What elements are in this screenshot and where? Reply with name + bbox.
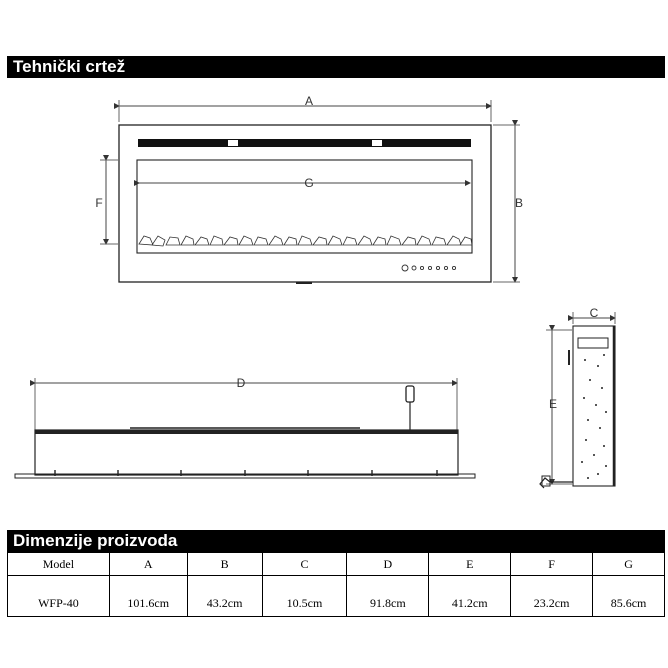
label-c: C [589, 306, 599, 320]
table-header-row [8, 553, 665, 576]
dimensions-table [7, 552, 665, 617]
cell-f: 23.2cm [511, 590, 593, 617]
header-a: A [109, 553, 187, 576]
glass-panel [137, 160, 472, 253]
header-b: B [187, 553, 262, 576]
header-d: D [347, 553, 429, 576]
control-buttons [402, 265, 456, 271]
table-spacer-row [8, 576, 665, 591]
label-g: G [304, 176, 314, 190]
label-f: F [95, 196, 103, 210]
drawing-section-title: Tehnički crtež [7, 56, 665, 78]
crystal-bed [139, 236, 472, 246]
table-row [8, 590, 665, 617]
label-d: D [236, 376, 246, 390]
header-c: C [262, 553, 347, 576]
dimensions-section-title: Dimenzije proizvoda [7, 530, 665, 552]
cell-a: 101.6cm [109, 590, 187, 617]
label-b: B [514, 196, 524, 210]
header-model: Model [8, 553, 110, 576]
cell-e: 41.2cm [429, 590, 511, 617]
cell-model: WFP-40 [8, 590, 110, 617]
cell-d: 91.8cm [347, 590, 429, 617]
front-view [100, 100, 520, 283]
header-g: G [593, 553, 665, 576]
fireplace-frame [119, 125, 491, 282]
label-e: E [548, 397, 558, 411]
top-vent [138, 139, 471, 147]
label-a: A [304, 94, 314, 108]
top-view [15, 378, 475, 478]
header-f: F [511, 553, 593, 576]
header-e: E [429, 553, 511, 576]
cell-g: 85.6cm [593, 590, 665, 617]
cell-c: 10.5cm [262, 590, 347, 617]
cell-b: 43.2cm [187, 590, 262, 617]
